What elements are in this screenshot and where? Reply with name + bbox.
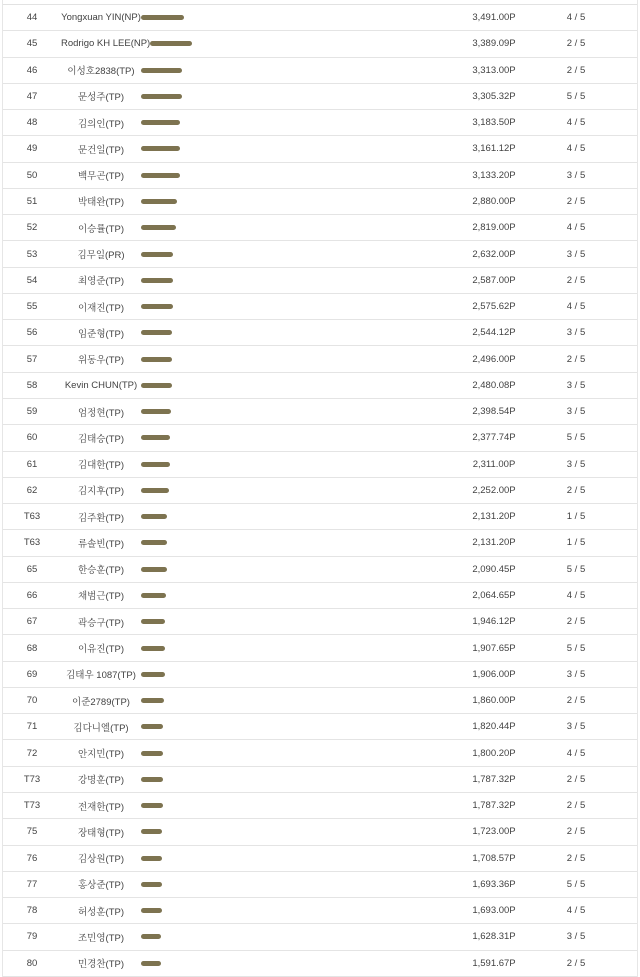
rank-label: 80 — [26, 957, 38, 969]
table-row[interactable] — [3, 714, 637, 740]
points-bar-cell — [141, 619, 460, 624]
rounds-played: 2 / 5 — [566, 616, 586, 628]
rounds-played: 2 / 5 — [566, 64, 586, 76]
player-name: 김태우 1087(TP) — [66, 670, 136, 682]
table-rows-container — [3, 5, 637, 977]
points-value: 1,787.32P — [472, 773, 516, 785]
rounds-played: 2 / 5 — [566, 773, 586, 785]
table-row[interactable] — [3, 189, 637, 215]
rank-label: 52 — [26, 222, 38, 234]
points-bar — [141, 803, 163, 808]
table-row[interactable] — [3, 31, 637, 57]
table-row[interactable] — [3, 294, 637, 320]
rank-label: 46 — [26, 64, 38, 76]
points-value: 3,305.32P — [472, 90, 516, 102]
table-row[interactable] — [3, 478, 637, 504]
player-name: 이재진(TP) — [78, 302, 124, 314]
table-row[interactable] — [3, 136, 637, 162]
points-bar — [141, 173, 180, 178]
rounds-played: 3 / 5 — [566, 721, 586, 733]
rank-label: 78 — [26, 905, 38, 917]
points-value: 3,161.12P — [472, 143, 516, 155]
rank-label: 72 — [26, 747, 38, 759]
table-row[interactable] — [3, 399, 637, 425]
points-value: 3,491.00P — [472, 12, 516, 24]
player-name: 위동우(TP) — [78, 355, 124, 367]
points-bar — [141, 646, 165, 651]
points-bar-cell — [141, 146, 460, 151]
player-name: 김대한(TP) — [78, 460, 124, 472]
rounds-played: 2 / 5 — [566, 195, 586, 207]
table-row[interactable] — [3, 163, 637, 189]
rank-label: 76 — [26, 852, 38, 864]
table-row[interactable] — [3, 5, 637, 31]
rank-label: 59 — [26, 406, 38, 418]
table-row[interactable] — [3, 740, 637, 766]
points-bar-cell — [141, 698, 460, 703]
points-bar-cell — [141, 304, 460, 309]
rank-label: 53 — [26, 248, 38, 260]
rank-label: 79 — [26, 931, 38, 943]
rank-label: 70 — [26, 695, 38, 707]
points-bar-cell — [141, 934, 460, 939]
points-bar-cell — [141, 593, 460, 598]
table-row[interactable] — [3, 924, 637, 950]
points-value: 2,311.00P — [472, 458, 516, 470]
rank-label: 55 — [26, 301, 38, 313]
points-bar — [141, 829, 162, 834]
table-row[interactable] — [3, 373, 637, 399]
points-value: 2,064.65P — [472, 589, 516, 601]
table-row[interactable] — [3, 425, 637, 451]
rank-label: T63 — [23, 511, 41, 523]
points-value: 2,575.62P — [472, 301, 516, 313]
points-bar — [141, 330, 172, 335]
player-name: 문건일(TP) — [78, 144, 124, 156]
points-bar — [141, 961, 161, 966]
points-bar — [141, 146, 180, 151]
points-bar-cell — [141, 409, 460, 414]
table-row[interactable] — [3, 688, 637, 714]
points-value: 2,880.00P — [472, 195, 516, 207]
player-name: Kevin CHUN(TP) — [64, 379, 138, 391]
player-name: 최영준(TP) — [78, 276, 124, 288]
rounds-played: 4 / 5 — [566, 12, 586, 24]
points-value: 2,496.00P — [472, 353, 516, 365]
points-value: 1,906.00P — [472, 668, 516, 680]
rounds-played: 1 / 5 — [566, 511, 586, 523]
rounds-played: 1 / 5 — [566, 537, 586, 549]
rounds-played: 2 / 5 — [566, 274, 586, 286]
points-value: 2,480.08P — [472, 379, 516, 391]
rounds-played: 2 / 5 — [566, 484, 586, 496]
player-name: 강명훈(TP) — [78, 775, 124, 787]
points-bar — [141, 672, 165, 677]
player-name: 김지후(TP) — [78, 486, 124, 498]
points-bar — [141, 540, 167, 545]
table-row[interactable] — [3, 530, 637, 556]
table-row[interactable] — [3, 346, 637, 372]
table-row[interactable] — [3, 241, 637, 267]
rounds-played: 3 / 5 — [566, 169, 586, 181]
points-value: 1,820.44P — [472, 721, 516, 733]
points-bar-cell — [141, 514, 460, 519]
points-value: 3,389.09P — [472, 38, 516, 50]
table-row[interactable] — [3, 793, 637, 819]
points-bar — [141, 856, 162, 861]
table-row[interactable] — [3, 268, 637, 294]
player-name: 임준형(TP) — [78, 328, 124, 340]
player-name: Yongxuan YIN(NP) — [61, 12, 141, 24]
rounds-played: 4 / 5 — [566, 905, 586, 917]
rounds-played: 3 / 5 — [566, 931, 586, 943]
player-name: 김주환(TP) — [78, 512, 124, 524]
player-name: 김의인(TP) — [78, 118, 124, 130]
player-name: 채범근(TP) — [78, 591, 124, 603]
rounds-played: 4 / 5 — [566, 117, 586, 129]
player-name: 김다니엘(TP) — [73, 722, 129, 734]
rounds-played: 2 / 5 — [566, 852, 586, 864]
rank-label: 56 — [26, 327, 38, 339]
points-value: 2,131.20P — [472, 537, 516, 549]
rank-label: 57 — [26, 353, 38, 365]
points-value: 1,860.00P — [472, 695, 516, 707]
points-bar-cell — [141, 462, 460, 467]
player-name: 이유진(TP) — [78, 644, 124, 655]
points-bar — [150, 41, 192, 46]
points-bar — [141, 724, 163, 729]
player-name: 이승률(TP) — [78, 223, 124, 235]
points-value: 1,693.36P — [472, 878, 516, 890]
rank-label: T73 — [23, 773, 41, 785]
points-value: 2,819.00P — [472, 222, 516, 234]
table-row[interactable] — [3, 58, 637, 84]
player-name: 김태승(TP) — [78, 433, 124, 445]
rounds-played: 5 / 5 — [566, 432, 586, 444]
points-bar-cell — [141, 383, 460, 388]
rounds-played: 2 / 5 — [566, 695, 586, 707]
points-value: 2,632.00P — [472, 248, 516, 260]
points-bar — [141, 751, 163, 756]
points-value: 3,313.00P — [472, 64, 516, 76]
points-bar-cell — [141, 803, 460, 808]
points-value: 2,544.12P — [472, 327, 516, 339]
points-bar-cell — [141, 330, 460, 335]
rank-label: 60 — [26, 432, 38, 444]
rounds-played: 4 / 5 — [566, 589, 586, 601]
points-bar-cell — [150, 41, 460, 46]
points-bar — [141, 488, 169, 493]
points-bar — [141, 357, 172, 362]
player-name: 곽승구(TP) — [78, 617, 124, 629]
points-bar-cell — [141, 751, 460, 756]
points-value: 3,133.20P — [472, 169, 516, 181]
points-bar-cell — [141, 94, 460, 99]
rank-label: 68 — [26, 642, 38, 654]
points-bar — [141, 15, 184, 20]
points-bar — [141, 619, 165, 624]
table-row[interactable] — [3, 951, 637, 977]
table-row[interactable] — [3, 609, 637, 635]
rank-label: 67 — [26, 616, 38, 628]
points-bar-cell — [141, 252, 460, 257]
points-bar — [141, 934, 161, 939]
rounds-played: 5 / 5 — [566, 878, 586, 890]
rank-label: 45 — [26, 38, 38, 50]
points-bar-cell — [141, 278, 460, 283]
rank-label: 58 — [26, 379, 38, 391]
points-bar — [141, 120, 180, 125]
points-bar-cell — [141, 488, 460, 493]
rounds-played: 5 / 5 — [566, 563, 586, 575]
points-bar — [141, 94, 182, 99]
player-name: 류솔빈(TP) — [78, 538, 124, 550]
player-name: 박태완(TP) — [78, 197, 124, 209]
rounds-played: 2 / 5 — [566, 957, 586, 969]
points-bar-cell — [141, 961, 460, 966]
points-value: 2,377.74P — [472, 432, 516, 444]
points-bar — [141, 593, 166, 598]
points-bar — [141, 199, 177, 204]
rank-label: 50 — [26, 169, 38, 181]
player-name: 이성호2838(TP) — [67, 66, 135, 78]
points-bar — [141, 462, 170, 467]
rank-label: 51 — [26, 195, 38, 207]
points-bar-cell — [141, 68, 460, 73]
points-bar — [141, 68, 182, 73]
rounds-played: 4 / 5 — [566, 222, 586, 234]
player-name: 민경찬(TP) — [78, 959, 124, 971]
points-value: 1,591.67P — [472, 957, 516, 969]
table-row[interactable] — [3, 872, 637, 898]
points-bar-cell — [141, 672, 460, 677]
table-row[interactable] — [3, 215, 637, 241]
ranking-table — [2, 0, 638, 977]
player-name: 전재한(TP) — [78, 801, 124, 813]
rounds-played: 3 / 5 — [566, 379, 586, 391]
points-value: 1,787.32P — [472, 800, 516, 812]
points-bar — [141, 252, 173, 257]
points-value: 3,183.50P — [472, 117, 516, 129]
rank-label: 47 — [26, 90, 38, 102]
points-bar — [141, 777, 163, 782]
points-bar-cell — [141, 15, 460, 20]
points-value: 2,090.45P — [472, 563, 516, 575]
player-name: 조민영(TP) — [78, 932, 124, 944]
points-bar — [141, 567, 167, 572]
points-bar — [141, 409, 171, 414]
points-bar — [141, 225, 176, 230]
table-row[interactable] — [3, 504, 637, 530]
table-row[interactable] — [3, 662, 637, 688]
rounds-played: 2 / 5 — [566, 353, 586, 365]
points-value: 2,587.00P — [472, 274, 516, 286]
rank-label: 69 — [26, 668, 38, 680]
rank-label: 44 — [26, 12, 38, 24]
player-name: Rodrigo KH LEE(NP) — [61, 38, 151, 50]
rounds-played: 5 / 5 — [566, 642, 586, 654]
points-bar-cell — [141, 357, 460, 362]
rounds-played: 2 / 5 — [566, 800, 586, 812]
rank-label: 49 — [26, 143, 38, 155]
rank-label: 71 — [26, 721, 38, 733]
table-row[interactable] — [3, 84, 637, 110]
points-bar — [141, 278, 173, 283]
table-row[interactable] — [3, 819, 637, 845]
rank-label: 77 — [26, 878, 38, 890]
points-value: 1,723.00P — [472, 826, 516, 838]
points-bar — [141, 698, 164, 703]
rounds-played: 3 / 5 — [566, 248, 586, 260]
points-bar — [141, 383, 172, 388]
player-name: 김상원(TP) — [78, 854, 124, 866]
player-name: 백무곤(TP) — [78, 171, 124, 183]
rank-label: 48 — [26, 117, 38, 129]
points-bar-cell — [141, 908, 460, 913]
points-bar — [141, 435, 170, 440]
player-name: 허성훈(TP) — [78, 906, 124, 918]
points-bar — [141, 908, 162, 913]
rounds-played: 4 / 5 — [566, 301, 586, 313]
points-value: 1,693.00P — [472, 905, 516, 917]
points-value: 1,907.65P — [472, 642, 516, 654]
player-name: 홍상준(TP) — [78, 880, 124, 892]
rank-label: 65 — [26, 563, 38, 575]
player-name: 엄정현(TP) — [78, 407, 124, 419]
table-row[interactable] — [3, 767, 637, 793]
rounds-played: 3 / 5 — [566, 458, 586, 470]
rounds-played: 3 / 5 — [566, 406, 586, 418]
rounds-played: 4 / 5 — [566, 143, 586, 155]
table-row[interactable] — [3, 320, 637, 346]
rank-label: 54 — [26, 274, 38, 286]
rank-label: T63 — [23, 537, 41, 549]
table-row[interactable] — [3, 635, 637, 661]
points-bar-cell — [141, 567, 460, 572]
rounds-played: 2 / 5 — [566, 38, 586, 50]
points-value: 1,628.31P — [472, 931, 516, 943]
points-bar-cell — [141, 829, 460, 834]
points-value: 1,708.57P — [472, 852, 516, 864]
rank-label: 62 — [26, 484, 38, 496]
rounds-played: 5 / 5 — [566, 90, 586, 102]
rounds-played: 4 / 5 — [566, 747, 586, 759]
points-bar — [141, 882, 162, 887]
points-value: 1,946.12P — [472, 616, 516, 628]
rank-label: 61 — [26, 458, 38, 470]
table-row[interactable] — [3, 110, 637, 136]
points-bar-cell — [141, 225, 460, 230]
points-bar-cell — [141, 724, 460, 729]
rounds-played: 3 / 5 — [566, 668, 586, 680]
player-name: 이준2789(TP) — [72, 696, 130, 708]
points-bar-cell — [141, 646, 460, 651]
rank-label: T73 — [23, 800, 41, 812]
points-bar-cell — [141, 777, 460, 782]
rounds-played: 2 / 5 — [566, 826, 586, 838]
table-row[interactable] — [3, 846, 637, 872]
points-value: 2,252.00P — [472, 484, 516, 496]
points-value: 2,398.54P — [472, 406, 516, 418]
table-row[interactable] — [3, 452, 637, 478]
points-bar-cell — [141, 882, 460, 887]
player-name: 안지민(TP) — [78, 749, 124, 761]
points-bar — [141, 304, 173, 309]
player-name: 문성주(TP) — [78, 92, 124, 104]
rank-label: 66 — [26, 589, 38, 601]
rank-label: 75 — [26, 826, 38, 838]
player-name: 한승훈(TP) — [78, 565, 124, 577]
points-bar-cell — [141, 435, 460, 440]
points-bar — [141, 514, 167, 519]
table-row[interactable] — [3, 557, 637, 583]
player-name: 김무일(PR) — [77, 250, 125, 262]
points-bar-cell — [141, 540, 460, 545]
points-bar-cell — [141, 173, 460, 178]
points-bar-cell — [141, 856, 460, 861]
table-row[interactable] — [3, 583, 637, 609]
table-row[interactable] — [3, 898, 637, 924]
points-value: 1,800.20P — [472, 747, 516, 759]
rounds-played: 3 / 5 — [566, 327, 586, 339]
points-bar-cell — [141, 120, 460, 125]
points-value: 2,131.20P — [472, 511, 516, 523]
points-bar-cell — [141, 199, 460, 204]
player-name: 장태형(TP) — [78, 827, 124, 839]
